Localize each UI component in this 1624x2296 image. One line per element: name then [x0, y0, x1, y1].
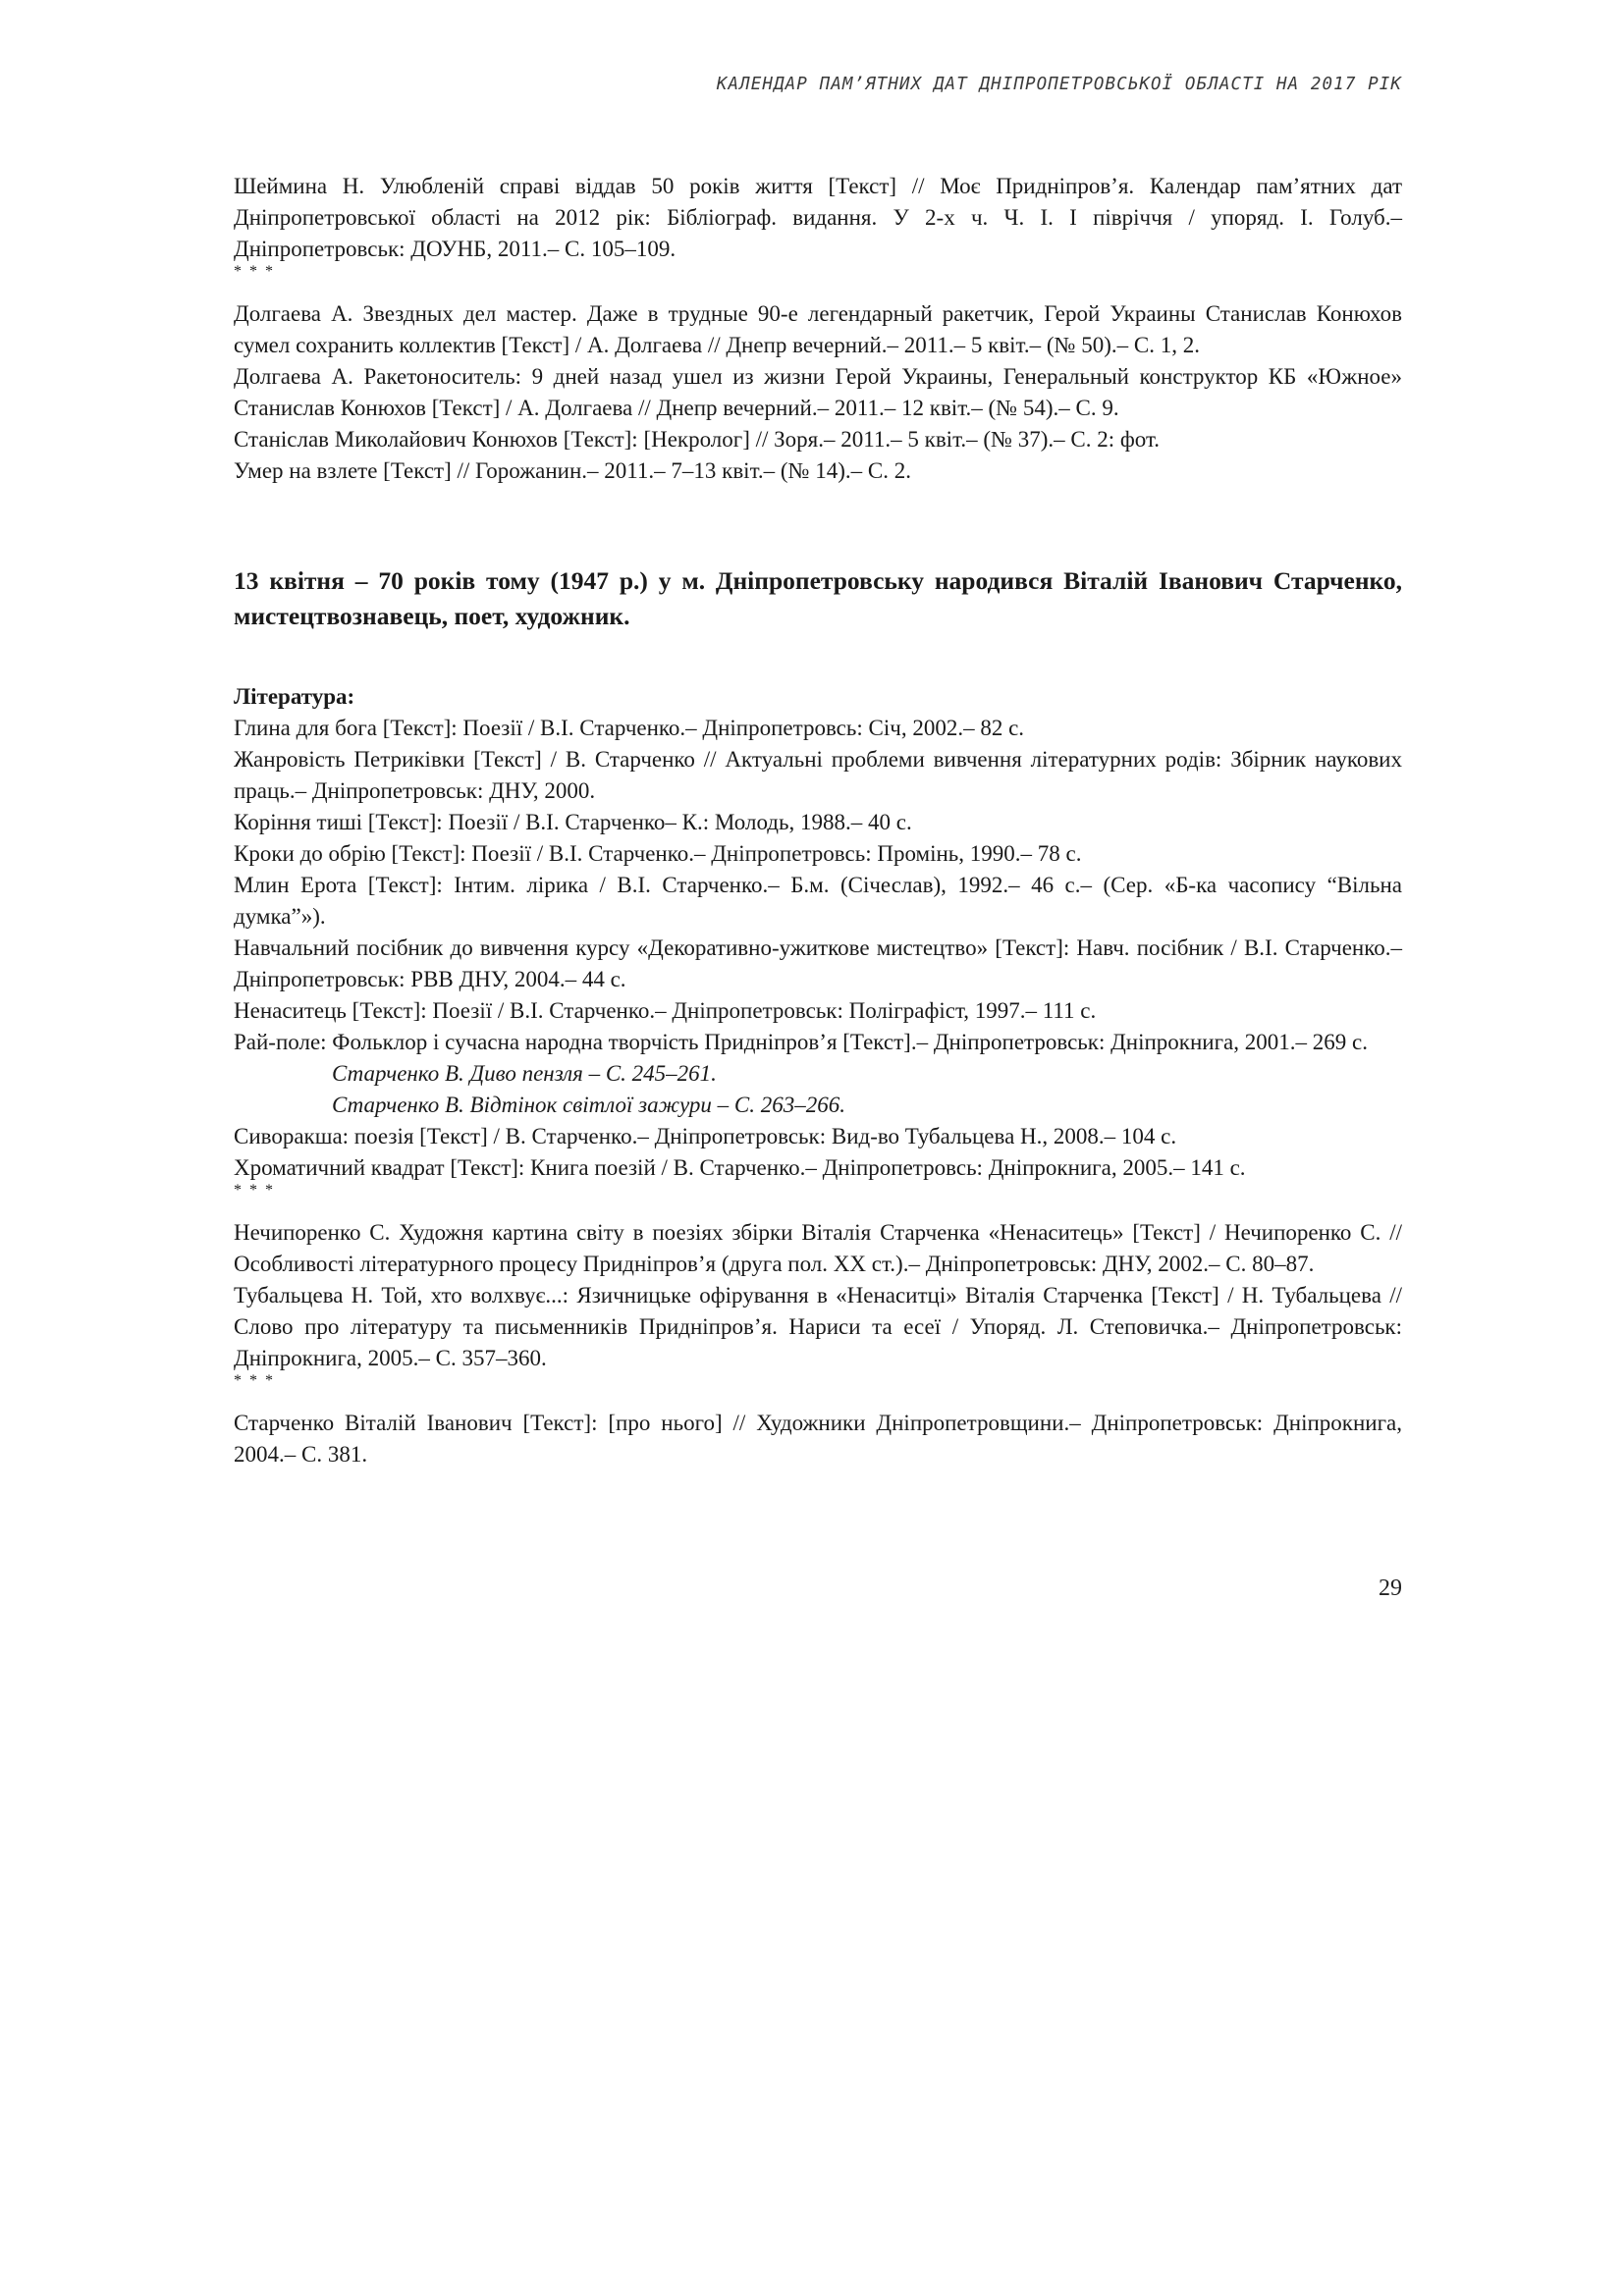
bibliography-entry: Нечипоренко С. Художня картина світу в поезіях збірки Віталія Старченка «Ненаситець» [Текст] / Нечипоренко С. // Особливості літературного процесу Придніпров’я (друга пол. ХХ ст.).– Дніпропетровськ: ДНУ, 2002.– С. 80–87.	[234, 1220, 1402, 1276]
bibliography-entry: Тубальцева Н. Той, хто волхвує...: Язичницьке офірування в «Ненаситці» Віталія Старченка [Текст] / Н. Тубальцева // Слово про літературу та письменників Придніпров’я. Нариси та есеї / Упоряд. Л. Степовичка.– Дніпропетровськ: Дніпрокнига, 2005.– С. 357–360.	[234, 1283, 1402, 1370]
bibliography-entry: Коріння тиші [Текст]: Поезії / В.І. Старченко– К.: Молодь, 1988.– 40 с.	[234, 810, 912, 834]
bibliography-entry: Долгаева А. Ракетоноситель: 9 дней назад ушел из жизни Герой Украины, Генеральный конструктор КБ «Южное» Станислав Конюхов [Текст] / А. Долгаева // Днепр вечерний.– 2011.– 12 квіт.– (№ 54).– С. 9.	[234, 364, 1402, 420]
anniversary-heading: 13 квітня – 70 років тому (1947 р.) у м. Дніпропетровську народився Віталій Іванович Старченко, мистецтвознавець, поет, художник.	[234, 566, 1402, 630]
bibliography-sub-entry: Старченко В. Диво пензля – С. 245–261.	[332, 1061, 717, 1086]
section-separator: * * *	[234, 263, 275, 280]
page-content	[234, 171, 1402, 1470]
section-separator: * * *	[234, 1372, 275, 1389]
bibliography-entry: Глина для бога [Текст]: Поезії / В.І. Старченко.– Дніпропетровсь: Січ, 2002.– 82 с.	[234, 716, 1025, 740]
running-header: КАЛЕНДАР ПАМ’ЯТНИХ ДАТ ДНІПРОПЕТРОВСЬКОЇ ОБЛАСТІ НА 2017 РІК	[716, 75, 1402, 94]
bibliography-entry: Станіслав Миколайович Конюхов [Текст]: [Некролог] // Зоря.– 2011.– 5 квіт.– (№ 37).– С. 2: фот.	[234, 427, 1161, 452]
bibliography-entry: Умер на взлете [Текст] // Горожанин.– 2011.– 7–13 квіт.– (№ 14).– С. 2.	[234, 458, 911, 483]
bibliography-entry: Хроматичний квадрат [Текст]: Книга поезій / В. Старченко.– Дніпропетровсь: Дніпрокнига, 2005.– 141 с.	[234, 1155, 1246, 1180]
bibliography-entry: Жанровість Петриківки [Текст] / В. Старченко // Актуальні проблеми вивчення літературних родів: Збірник наукових праць.– Дніпропетровськ: ДНУ, 2000.	[234, 747, 1402, 803]
bibliography-sub-entry: Старченко В. Відтінок світлої зажури – С. 263–266.	[332, 1093, 846, 1117]
bibliography-entry: Млин Ерота [Текст]: Інтим. лірика / В.І. Старченко.– Б.м. (Січеслав), 1992.– 46 с.– (Сер. «Б-ка часопису “Вільна думка”»).	[234, 873, 1402, 929]
page-number: 29	[1379, 1575, 1402, 1601]
section-separator: * * *	[234, 1182, 275, 1199]
bibliography-entry: Навчальний посібник до вивчення курсу «Декоративно-ужиткове мистецтво» [Текст]: Навч. посібник / В.І. Старченко.– Дніпропетровськ: РВВ ДНУ, 2004.– 44 с.	[234, 935, 1402, 991]
bibliography-entry: Старченко Віталій Іванович [Текст]: [про нього] // Художники Дніпропетровщини.– Дніпропетровськ: Дніпрокнига, 2004.– С. 381.	[234, 1411, 1402, 1467]
bibliography-entry: Кроки до обрію [Текст]: Поезії / В.І. Старченко.– Дніпропетровсь: Промінь, 1990.– 78 с.	[234, 841, 1082, 866]
bibliography-entry: Ненаситець [Текст]: Поезії / В.І. Старченко.– Дніпропетровськ: Поліграфіст, 1997.– 111 с.	[234, 998, 1097, 1023]
bibliography-entry: Шеймина Н. Улюбленій справі віддав 50 років життя [Текст] // Моє Придніпров’я. Календар пам’ятних дат Дніпропетровської області на 2012 рік: Бібліограф. видання. У 2-х ч. Ч. І. І півріччя / упоряд. І. Голуб.– Дніпропетровськ: ДОУНБ, 2011.– С. 105–109.	[234, 174, 1402, 261]
bibliography-entry: Рай-поле: Фольклор і сучасна народна творчість Придніпров’я [Текст].– Дніпропетровськ: Дніпрокнига, 2001.– 269 с.	[234, 1030, 1368, 1054]
bibliography-entry: Долгаева А. Звездных дел мастер. Даже в трудные 90-е легендарный ракетчик, Герой Украины Станислав Конюхов сумел сохранить коллектив [Текст] / А. Долгаева // Днепр вечерний.– 2011.– 5 квіт.– (№ 50).– С. 1, 2.	[234, 301, 1402, 357]
bibliography-entry: Сиворакша: поезія [Текст] / В. Старченко.– Дніпропетровськ: Вид-во Тубальцева Н., 2008.– 104 с.	[234, 1124, 1177, 1148]
literature-label: Література:	[234, 684, 355, 709]
